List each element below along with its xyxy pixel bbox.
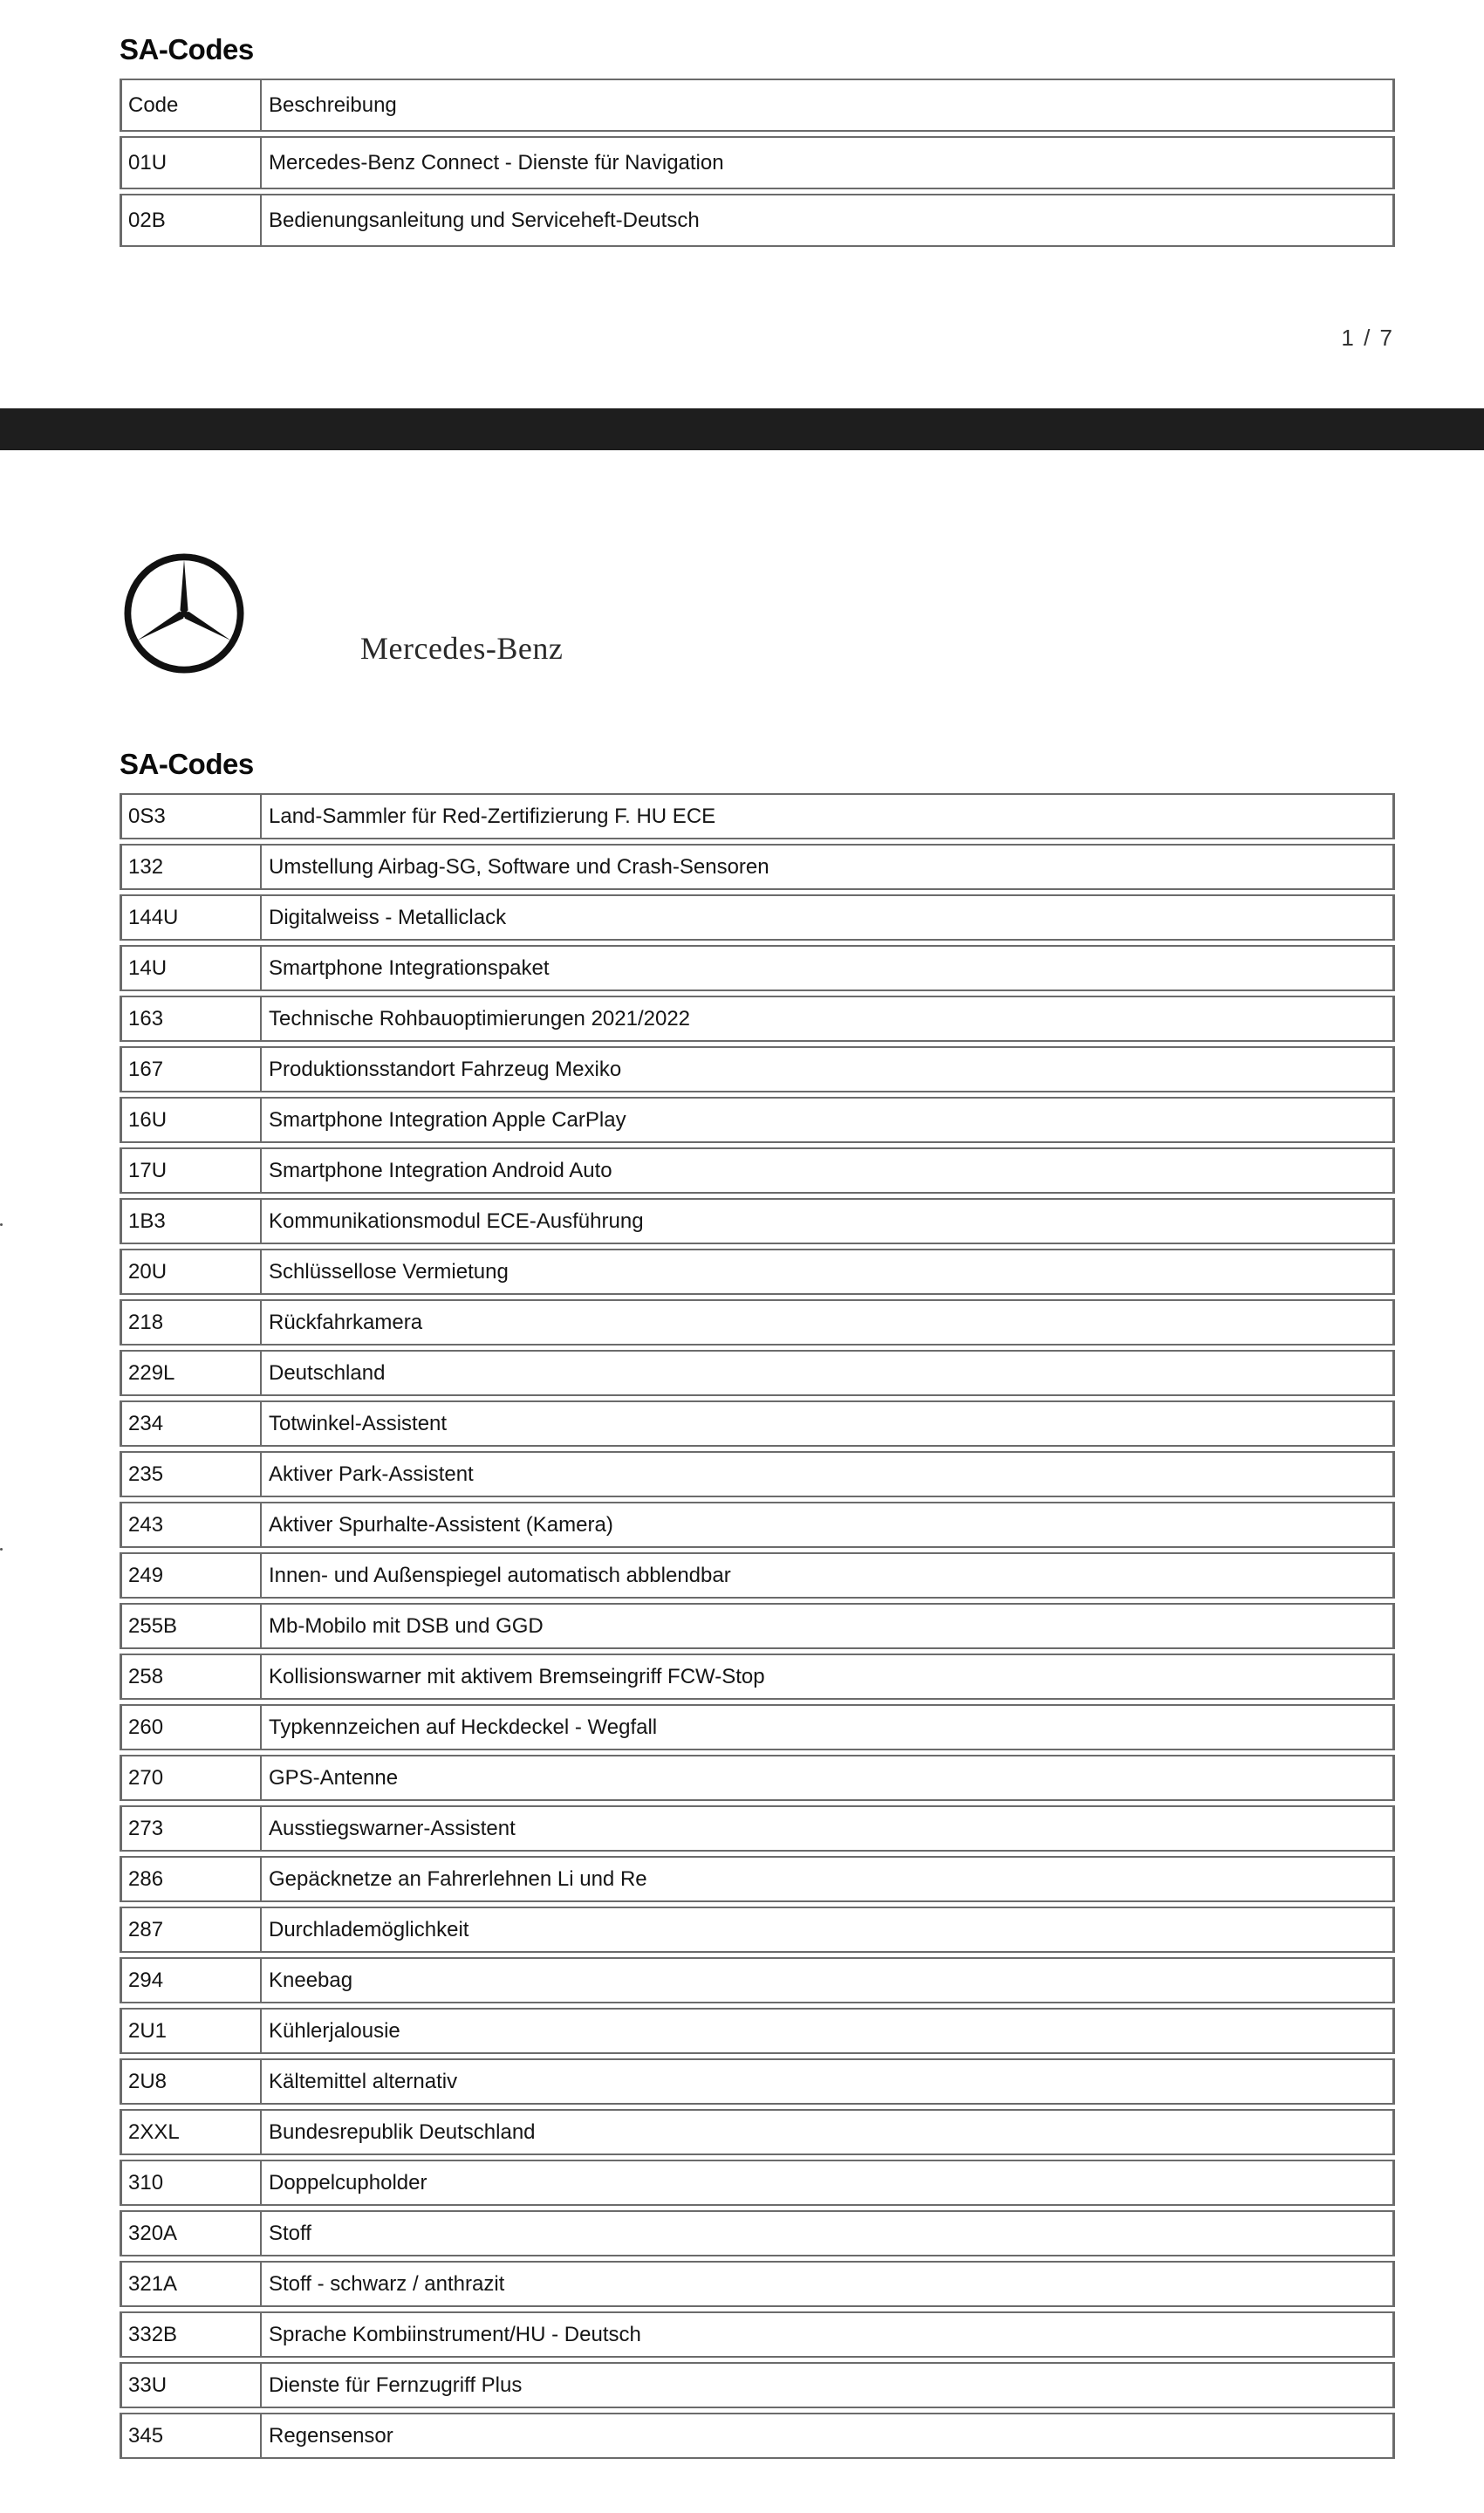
sa-code-cell: 218 [120,1299,262,1346]
description-cell: Umstellung Airbag-SG, Software und Crash-Sensoren [262,844,1395,890]
table-row [120,2008,1395,2054]
table-row [120,1805,1395,1852]
description-cell: Kneebag [262,1957,1395,2003]
sa-code-cell: 321A [120,2261,262,2307]
sa-code-cell: 229L [120,1350,262,1396]
description-cell: Smartphone Integration Android Auto [262,1147,1395,1194]
table-row [120,1603,1395,1649]
sa-code-cell: 33U [120,2362,262,2408]
description-cell: Doppelcupholder [262,2160,1395,2206]
scan-artifact [0,1548,3,1551]
sa-code-cell: 16U [120,1097,262,1143]
brand-wordmark: Mercedes-Benz [360,631,564,666]
description-cell: Bundesrepublik Deutschland [262,2109,1395,2155]
sa-code-cell: 286 [120,1856,262,1902]
description-cell: Land-Sammler für Red-Zertifizierung F. HU ECE [262,793,1395,839]
table-row [120,1552,1395,1599]
sa-code-cell: 320A [120,2210,262,2256]
description-cell: Digitalweiss - Metalliclack [262,894,1395,941]
sa-code-cell: 243 [120,1502,262,1548]
sa-code-cell: 2U1 [120,2008,262,2054]
table-row [120,1350,1395,1396]
description-cell: Dienste für Fernzugriff Plus [262,2362,1395,2408]
description-cell: Smartphone Integrationspaket [262,945,1395,991]
table-row [120,1249,1395,1295]
sa-code-cell: 249 [120,1552,262,1599]
description-cell: Sprache Kombiinstrument/HU - Deutsch [262,2311,1395,2358]
table-row [120,1907,1395,1953]
sa-code-cell: 20U [120,1249,262,1295]
description-cell: Kühlerjalousie [262,2008,1395,2054]
description-cell: Smartphone Integration Apple CarPlay [262,1097,1395,1143]
table-row [120,945,1395,991]
description-cell: Bedienungsanleitung und Serviceheft-Deutsch [262,194,1395,247]
sa-code-cell: 255B [120,1603,262,1649]
table-row [120,2160,1395,2206]
description-cell: Gepäcknetze an Fahrerlehnen Li und Re [262,1856,1395,1902]
sa-code-cell: 167 [120,1046,262,1092]
description-cell: Aktiver Park-Assistent [262,1451,1395,1497]
page-separator [0,408,1484,450]
table-row [120,1046,1395,1092]
table-row [120,2261,1395,2307]
table-row [120,1198,1395,1244]
sa-code-cell: 14U [120,945,262,991]
table-row [120,1654,1395,1700]
table-row [120,1957,1395,2003]
description-cell: Kältemittel alternativ [262,2058,1395,2105]
sa-code-cell: 2XXL [120,2109,262,2155]
table-row [120,2311,1395,2358]
description-cell: Typkennzeichen auf Heckdeckel - Wegfall [262,1704,1395,1750]
table-row [120,1147,1395,1194]
description-cell: Kollisionswarner mit aktivem Bremseingriff FCW-Stop [262,1654,1395,1700]
description-cell: Kommunikationsmodul ECE-Ausführung [262,1198,1395,1244]
table-row [120,1299,1395,1346]
table-row [120,2210,1395,2256]
sa-code-cell: 270 [120,1755,262,1801]
table-row [120,1502,1395,1548]
table-row [120,844,1395,890]
scan-artifact [0,1223,3,1226]
sa-codes-table [120,74,1395,251]
description-cell: Regensensor [262,2413,1395,2459]
description-cell: Totwinkel-Assistent [262,1400,1395,1447]
description-cell: Durchlademöglichkeit [262,1907,1395,1953]
column-header-code: Code [120,79,262,132]
description-cell: Stoff - schwarz / anthrazit [262,2261,1395,2307]
description-cell: Mb-Mobilo mit DSB und GGD [262,1603,1395,1649]
table-row [120,2413,1395,2459]
sa-code-cell: 01U [120,136,262,189]
table-header-row [120,79,1395,132]
description-cell: Produktionsstandort Fahrzeug Mexiko [262,1046,1395,1092]
description-cell: Rückfahrkamera [262,1299,1395,1346]
description-cell: Stoff [262,2210,1395,2256]
sa-code-cell: 260 [120,1704,262,1750]
table-row [120,2362,1395,2408]
sa-code-cell: 345 [120,2413,262,2459]
table-row [120,136,1395,189]
table-row [120,1755,1395,1801]
description-cell: Innen- und Außenspiegel automatisch abblendbar [262,1552,1395,1599]
sa-code-cell: 163 [120,996,262,1042]
table-row [120,1451,1395,1497]
table-row [120,2109,1395,2155]
sa-codes-table [120,789,1395,2463]
sa-code-cell: 2U8 [120,2058,262,2105]
sa-code-cell: 294 [120,1957,262,2003]
page-number: 1 / 7 [1341,325,1394,351]
table-row [120,996,1395,1042]
description-cell: Schlüssellose Vermietung [262,1249,1395,1295]
description-cell: GPS-Antenne [262,1755,1395,1801]
description-cell: Aktiver Spurhalte-Assistent (Kamera) [262,1502,1395,1548]
table-row [120,1704,1395,1750]
sa-code-cell: 02B [120,194,262,247]
sa-code-cell: 287 [120,1907,262,1953]
table-row [120,793,1395,839]
section-title: SA-Codes [120,748,254,780]
table-row [120,1400,1395,1447]
table-row [120,1097,1395,1143]
column-header-description: Beschreibung [262,79,1395,132]
sa-code-cell: 332B [120,2311,262,2358]
sa-code-cell: 235 [120,1451,262,1497]
sa-code-cell: 132 [120,844,262,890]
sa-code-cell: 273 [120,1805,262,1852]
description-cell: Ausstiegswarner-Assistent [262,1805,1395,1852]
sa-code-cell: 258 [120,1654,262,1700]
sa-code-cell: 144U [120,894,262,941]
table-row [120,1856,1395,1902]
description-cell: Technische Rohbauoptimierungen 2021/2022 [262,996,1395,1042]
table-row [120,894,1395,941]
section-title: SA-Codes [120,33,254,65]
table-row [120,2058,1395,2105]
sa-code-cell: 17U [120,1147,262,1194]
mercedes-star-icon [122,551,246,675]
sa-code-cell: 0S3 [120,793,262,839]
description-cell: Mercedes-Benz Connect - Dienste für Navigation [262,136,1395,189]
table-row [120,194,1395,247]
sa-code-cell: 310 [120,2160,262,2206]
description-cell: Deutschland [262,1350,1395,1396]
sa-code-cell: 234 [120,1400,262,1447]
sa-code-cell: 1B3 [120,1198,262,1244]
